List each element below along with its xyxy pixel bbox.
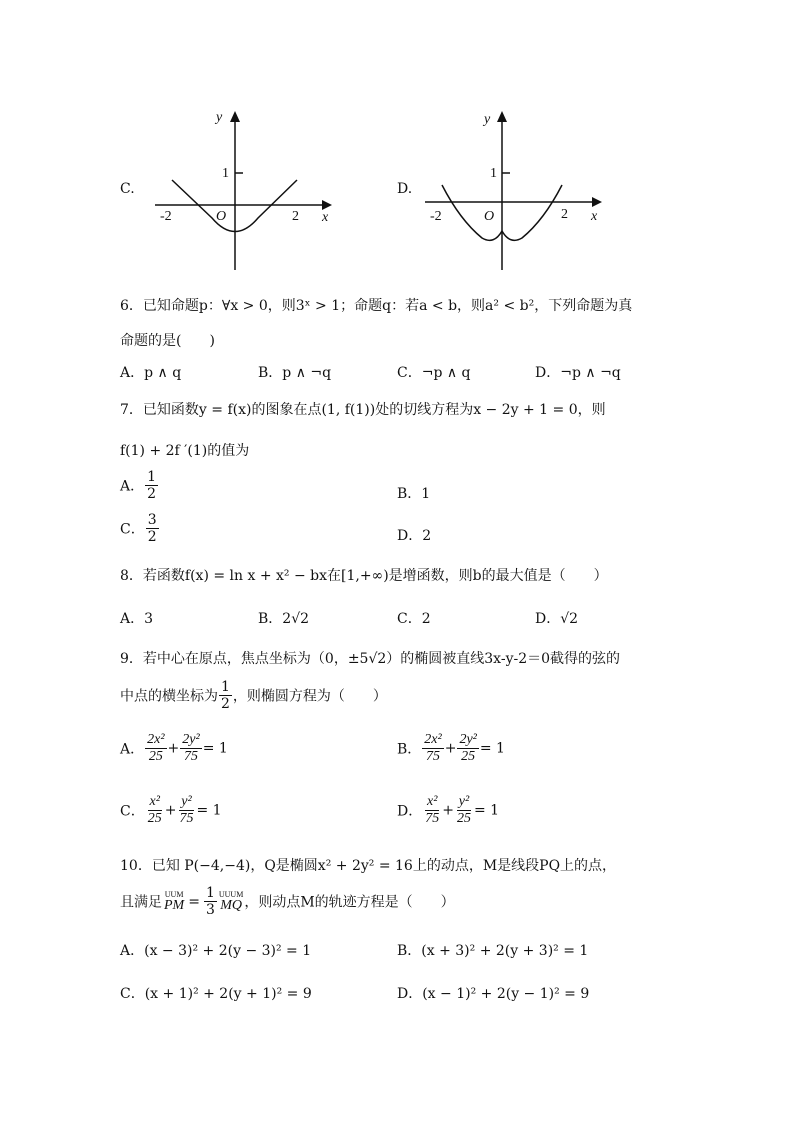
fraction-denominator: 75 <box>183 749 198 764</box>
tick-neg-two-label: -2 <box>430 209 442 224</box>
q6-option-c[interactable]: C．¬p ∧ q <box>397 365 471 381</box>
fraction-denominator: 75 <box>425 811 440 826</box>
equals-sign: = <box>188 893 200 910</box>
q9-option-a[interactable] <box>120 733 228 764</box>
graph-option-c <box>150 105 340 275</box>
fraction-numerator: 1 <box>205 885 215 901</box>
q7-option-a-label: A． <box>120 478 145 495</box>
fraction-denominator: 2 <box>147 529 157 545</box>
option-label: C． <box>120 803 145 820</box>
fraction-numerator: 2y² <box>459 732 477 747</box>
origin-label: O <box>484 209 495 224</box>
fraction-numerator: 1 <box>221 679 230 695</box>
q8-option-b[interactable]: B．2√2 <box>258 611 310 627</box>
fraction-numerator: 1 <box>147 469 157 485</box>
plus-sign: + <box>164 802 177 819</box>
fraction-numerator: 2y² <box>182 732 200 747</box>
q7-option-b[interactable]: B．1 <box>397 486 431 502</box>
vector-mark: UUUM <box>218 889 244 899</box>
q9-stem-line2-post: ，则椭圆方程为（ ） <box>232 688 387 705</box>
q8-option-c[interactable]: C．2 <box>397 611 431 627</box>
vector-mq: MQ <box>220 897 242 913</box>
y-axis-label: y <box>484 112 491 127</box>
q9-stem-line2 <box>120 680 387 711</box>
q7-option-c-label: C． <box>120 521 145 538</box>
q6-option-b[interactable]: B．p ∧ ¬q <box>258 365 332 381</box>
q9-option-c[interactable] <box>120 795 222 826</box>
q10-stem-line2-post: ，则动点M的轨迹方程是（ ） <box>244 894 455 911</box>
q10-option-c[interactable]: C．(x + 1)² + 2(y + 1)² = 9 <box>120 986 312 1002</box>
q9-option-d[interactable] <box>397 795 499 826</box>
q10-stem-line2 <box>120 886 455 917</box>
fraction-numerator: 3 <box>147 512 157 528</box>
fraction-numerator: y² <box>458 794 470 809</box>
q9-fraction <box>219 680 232 711</box>
q7-stem-line2: f(1) + 2f ′(1)的值为 <box>120 443 250 459</box>
q9-stem-line1: 9．若中心在原点，焦点坐标为（0，±5√2）的椭圆被直线3x-y-2＝0截得的弦的 <box>120 651 621 667</box>
option-label: B． <box>397 741 422 758</box>
fraction-denominator: 25 <box>147 811 162 826</box>
q8-option-a[interactable]: A．3 <box>120 611 154 627</box>
tick-one-label: 1 <box>222 166 229 181</box>
equation-rhs: = 1 <box>473 802 500 819</box>
equation-rhs: = 1 <box>196 802 222 819</box>
x-axis-arrow-icon <box>322 200 332 210</box>
y-axis-label: y <box>216 110 223 125</box>
equation-rhs: = 1 <box>479 740 505 757</box>
q9-option-b[interactable] <box>397 733 505 764</box>
fraction-numerator: 2x² <box>147 732 165 747</box>
q10-option-a[interactable]: A．(x − 3)² + 2(y − 3)² = 1 <box>120 943 312 959</box>
q5-option-c-label[interactable]: C. <box>120 181 135 197</box>
option-label: D． <box>397 803 423 820</box>
tick-two-label: 2 <box>292 209 299 224</box>
fraction-denominator: 2 <box>221 696 230 712</box>
q10-stem-line1: 10．已知 P(−4,−4)，Q是椭圆x² + 2y² = 16上的动点，M是线段PQ上的点， <box>120 858 617 874</box>
equation-rhs: = 1 <box>202 740 228 757</box>
q10-stem-line2-pre: 且满足 <box>120 894 162 911</box>
y-axis-arrow-icon <box>497 111 507 122</box>
fraction-denominator: 25 <box>456 811 471 826</box>
q8-option-d[interactable]: D．√2 <box>535 611 579 627</box>
tick-neg-two-label: -2 <box>160 209 172 224</box>
fraction-denominator: 2 <box>147 486 157 502</box>
q10-option-b[interactable]: B．(x + 3)² + 2(y + 3)² = 1 <box>397 943 589 959</box>
tick-one-label: 1 <box>490 166 497 181</box>
fraction-numerator: x² <box>149 794 160 809</box>
q5-option-d-label[interactable]: D. <box>397 181 413 197</box>
q6-stem-line2: 命题的是( ) <box>120 333 215 349</box>
q6-option-d[interactable]: D．¬p ∧ ¬q <box>535 365 621 381</box>
vector-mark: UUM <box>164 889 184 899</box>
q9-stem-line2-pre: 中点的横坐标为 <box>120 688 218 705</box>
plus-sign: + <box>167 740 180 757</box>
option-label: A． <box>120 741 145 758</box>
q6-stem-line1: 6．已知命题p：∀x > 0，则3ˣ > 1；命题q：若a < b，则a² < b²，下列命题为真 <box>120 298 633 314</box>
x-axis-arrow-icon <box>592 197 602 207</box>
tick-two-label: 2 <box>561 207 568 222</box>
origin-label: O <box>216 209 227 224</box>
q8-stem: 8．若函数f(x) = ln x + x² − bx在[1,+∞)是增函数，则b的最大值是（ ） <box>120 568 608 584</box>
q7-option-a-fraction <box>145 470 158 501</box>
q10-option-d[interactable]: D．(x − 1)² + 2(y − 1)² = 9 <box>397 986 590 1002</box>
fraction-numerator: y² <box>181 794 192 809</box>
q6-option-a[interactable]: A．p ∧ q <box>120 365 182 381</box>
q7-option-d[interactable]: D．2 <box>397 528 432 544</box>
q7-option-c-fraction <box>146 513 159 544</box>
x-axis-label: x <box>591 209 598 224</box>
fraction-numerator: x² <box>427 794 438 809</box>
y-axis-arrow-icon <box>230 111 240 122</box>
vector-pm: PM <box>164 897 185 913</box>
q7-option-c[interactable] <box>120 513 160 544</box>
q7-stem-line1: 7．已知函数y = f(x)的图象在点(1, f(1))处的切线方程为x − 2y + 1 = 0，则 <box>120 402 606 418</box>
fraction-denominator: 3 <box>205 902 215 918</box>
x-axis-label: x <box>322 210 329 225</box>
fraction-denominator: 75 <box>179 811 194 826</box>
fraction-numerator: 2x² <box>424 732 442 747</box>
fraction-denominator: 25 <box>461 749 476 764</box>
graph-option-d <box>420 105 610 275</box>
q7-option-a[interactable] <box>120 470 159 501</box>
plus-sign: + <box>442 802 454 819</box>
fraction-denominator: 75 <box>426 749 440 764</box>
fraction-denominator: 25 <box>148 749 163 764</box>
plus-sign: + <box>444 740 457 757</box>
